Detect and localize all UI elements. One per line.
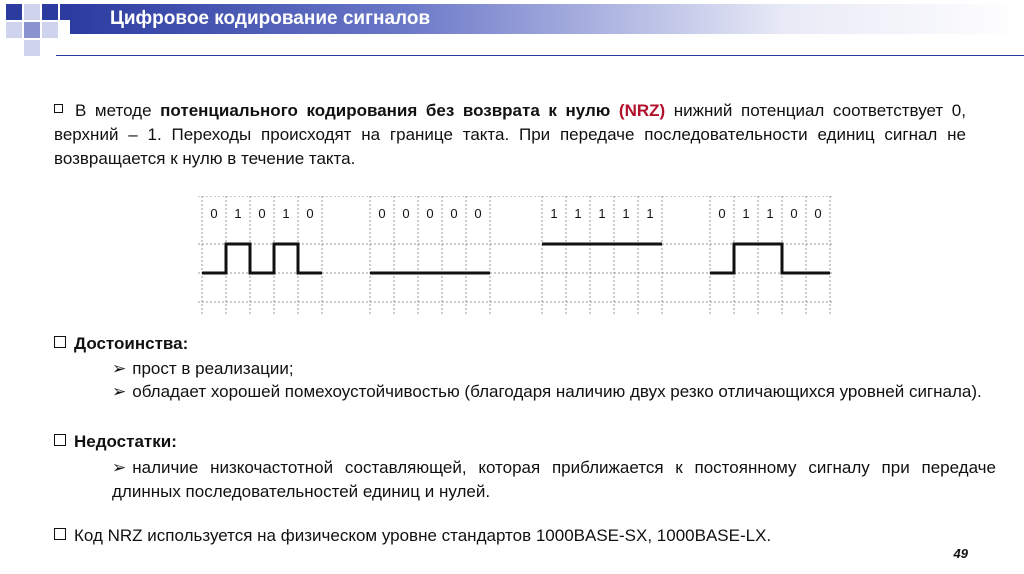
header-divider: [56, 55, 1024, 56]
bit-label: 0: [210, 206, 218, 221]
bit-label: 0: [258, 206, 266, 221]
bit-label: 1: [742, 206, 750, 221]
decor-square: [60, 4, 70, 20]
signal-waveform: [202, 244, 322, 273]
intro-suffix: нижний потенциал соответствует 0, верхний – 1. Переходы происходят на границе такта. При передаче последовательности единиц сигнал не возвращается к нулю в течение такта.: [54, 101, 966, 168]
signal-waveform: [710, 244, 830, 273]
bit-label: 1: [598, 206, 606, 221]
intro-code-term: (NRZ): [618, 101, 666, 120]
bit-label: 1: [550, 206, 558, 221]
bit-label: 0: [474, 206, 482, 221]
bit-label: 0: [790, 206, 798, 221]
diagram-grid: [198, 196, 834, 316]
bit-label: 0: [814, 206, 822, 221]
arrow-right-icon: ➢: [112, 382, 127, 401]
bit-label: 0: [718, 206, 726, 221]
bit-label: 0: [378, 206, 386, 221]
advantage-item: ➢ прост в реализации;: [112, 359, 294, 378]
decor-square: [6, 4, 22, 20]
intro-bold-term: потенциального кодирования без возврата к нулю: [160, 101, 611, 120]
bit-label: 1: [282, 206, 290, 221]
decor-square: [24, 22, 40, 38]
page-title: Цифровое кодирование сигналов: [110, 8, 431, 29]
bit-label: 1: [574, 206, 582, 221]
advantage-item: ➢ обладает хорошей помехоустойчивостью (благодаря наличию двух резко отличающихся уровней сигнала).: [112, 382, 982, 401]
bit-label: 1: [622, 206, 630, 221]
arrow-right-icon: ➢: [112, 458, 127, 477]
page-number: 49: [953, 546, 968, 561]
bit-label: 0: [306, 206, 314, 221]
bit-label: 0: [402, 206, 410, 221]
checkbox-bullet-icon: [54, 434, 66, 446]
bullet-icon: [54, 104, 63, 113]
diagram-bit-labels: [210, 206, 821, 221]
advantages-heading: Достоинства:: [54, 332, 188, 356]
checkbox-bullet-icon: [54, 336, 66, 348]
bit-label: 0: [426, 206, 434, 221]
disadvantages-heading: Недостатки:: [54, 430, 177, 454]
decor-square: [6, 22, 22, 38]
diagram-signals: [202, 244, 830, 273]
bit-label: 0: [450, 206, 458, 221]
decor-square: [42, 4, 58, 20]
bit-label: 1: [646, 206, 654, 221]
decor-square: [42, 22, 58, 38]
arrow-right-icon: ➢: [112, 359, 127, 378]
bit-label: 1: [234, 206, 242, 221]
decor-square: [24, 40, 40, 56]
bit-label: 1: [766, 206, 774, 221]
decor-square: [24, 4, 40, 20]
nrz-diagram: [198, 196, 834, 316]
checkbox-bullet-icon: [54, 528, 66, 540]
intro-paragraph: [54, 99, 966, 171]
disadvantage-item: ➢ наличие низкочастотной составляющей, которая приближается к постоянному сигналу при передаче длинных последовательностей единиц и нулей.: [112, 458, 996, 501]
intro-prefix: В методе: [75, 101, 152, 120]
footer-note: Код NRZ используется на физическом уровне стандартов 1000BASE-SX, 1000BASE-LX.: [54, 524, 771, 548]
